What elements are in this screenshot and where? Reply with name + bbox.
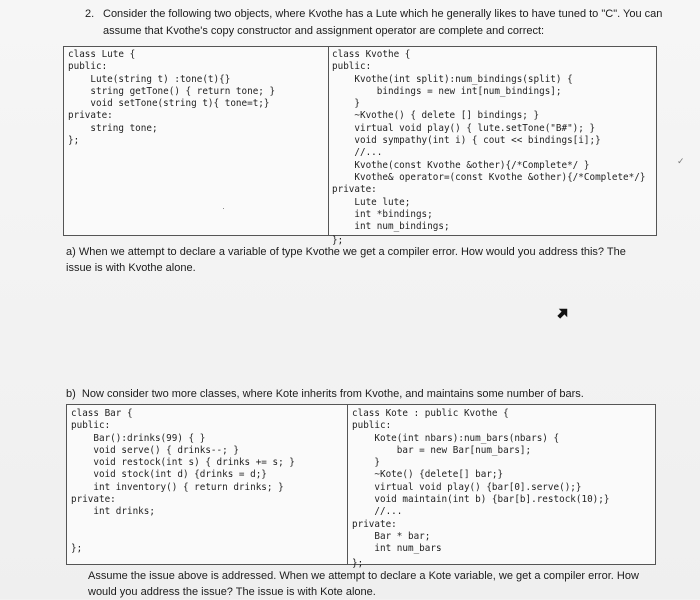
bar-class-code: class Bar { public: Bar():drinks(99) { } void serve() { drinks--; } void restock(int s) { drinks += s; } void stock(int d) {drinks = d;} int inventory() { return drinks; } private: int drinks; }; (71, 408, 295, 555)
mouse-cursor-icon (557, 307, 569, 319)
question-2-intro (85, 6, 685, 40)
stray-mark-right: ✓ (677, 156, 685, 166)
kote-class-close: }; (352, 558, 364, 569)
question-number: 2. (85, 8, 95, 20)
part-b-text: b) Now consider two more classes, where Kote inherits from Kvothe, and maintains some number of bars. (66, 388, 584, 400)
part-a-text: a) When we attempt to declare a variable of type Kvothe we get a compiler error. How would you address this? The issue is with Kvothe alone. (66, 246, 626, 274)
stray-mark: · (222, 203, 225, 213)
code-box-divider (328, 47, 329, 235)
kvothe-class-close: }; (332, 235, 344, 246)
code-box-divider-2 (347, 405, 348, 564)
kvothe-class-code: class Kvothe { public: Kvothe(int split):num_bindings(split) { bindings = new int[num_bindings]; } ~Kvothe() { delete [] bindings; } virtual void play() { lute.setTone("B#"); } void sympathy(int i) { cout << bindings[i];} //... Kvothe(const Kvothe &other){/*Complete*/ } Kvothe& operator=(const Kvothe &other){/*Complete*/} private: Lute lute; int *bindings; int num_bindings; (332, 49, 646, 233)
question-intro-text: Consider the following two objects, where Kvothe has a Lute which he generally likes to have tuned to "C". You can assume that Kvothe's copy constructor and assignment operator are complete and correct: (103, 8, 663, 37)
closing-question-text: Assume the issue above is addressed. When we attempt to declare a Kote variable, we get a compiler error. How would you address the issue? The issue is with Kote alone. (88, 570, 639, 598)
kote-class-code: class Kote : public Kvothe { public: Kote(int nbars):num_bars(nbars) { bar = new Bar[num_bars]; } ~Kote() {delete[] bar;} virtual void play() {bar[0].serve();} void maintain(int b) {bar[b].restock(10);} //... private: Bar * bar; int num_bars (352, 408, 610, 555)
lute-class-code: class Lute { public: Lute(string t) :tone(t){} string getTone() { return tone; } void setTone(string t){ tone=t;} private: string tone; }; (68, 49, 276, 147)
